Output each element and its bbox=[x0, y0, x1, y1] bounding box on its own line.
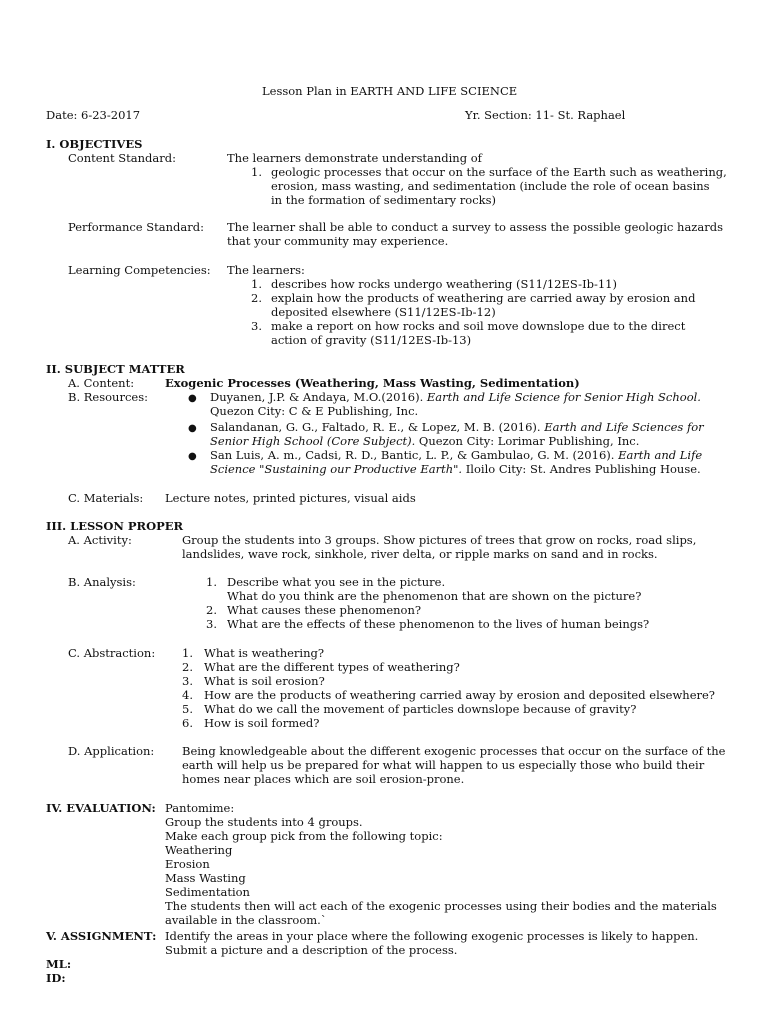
analysis-item: What are the effects of these phenomenon to the lives of human beings? bbox=[227, 617, 650, 631]
content-standard-item-line: erosion, mass wasting, and sedimentation (include the role of ocean basins bbox=[271, 179, 710, 193]
learning-competencies-label: Learning Competencies: bbox=[68, 263, 211, 277]
resource-text: Duyanen, J.P. & Andaya, M.O.(2016). bbox=[210, 390, 427, 404]
abstraction-text: How is soil formed? bbox=[204, 716, 320, 730]
abstraction-num: 6. bbox=[182, 716, 193, 730]
content-standard-item-line: in the formation of sedimentary rocks) bbox=[271, 193, 496, 207]
resource-book-title: Earth and Life Sciences for bbox=[544, 420, 704, 434]
application-label: D. Application: bbox=[68, 744, 155, 758]
abstraction-text: How are the products of weathering carried away by erosion and deposited elsewhere? bbox=[204, 688, 715, 702]
application-line: homes near places which are soil erosion-prone. bbox=[182, 772, 465, 786]
application-line: Being knowledgeable about the different exogenic processes that occur on the surface of the bbox=[182, 744, 726, 758]
materials-label: C. Materials: bbox=[68, 491, 144, 505]
abstraction-item bbox=[182, 702, 715, 716]
assignment-block bbox=[165, 929, 698, 957]
performance-standard-line: that your community may experience. bbox=[227, 234, 449, 248]
bullet-icon: ● bbox=[188, 423, 197, 434]
abstraction-item bbox=[182, 716, 715, 730]
resource-book-title: Earth and Life Science for Senior High School. bbox=[426, 390, 701, 404]
evaluation-line: Sedimentation bbox=[165, 885, 250, 899]
analysis-num: 2. bbox=[206, 603, 217, 617]
abstraction-text: What is weathering? bbox=[204, 646, 325, 660]
content-standard-intro: The learners demonstrate understanding of bbox=[227, 151, 482, 165]
bullet-icon: ● bbox=[188, 393, 197, 404]
evaluation-line: The students then will act each of the exogenic processes using their bodies and the materials bbox=[165, 899, 717, 913]
evaluation-block bbox=[165, 801, 717, 927]
resource-text: Quezon City: Lorimar Publishing, Inc. bbox=[415, 434, 640, 448]
evaluation-line: Group the students into 4 groups. bbox=[165, 815, 363, 829]
assignment-line: Identify the areas in your place where the following exogenic processes is likely to happen. bbox=[165, 929, 699, 943]
performance-standard-line: The learner shall be able to conduct a survey to assess the possible geologic hazards bbox=[227, 220, 723, 234]
analysis-item: What causes these phenomenon? bbox=[227, 603, 422, 617]
assignment-line: Submit a picture and a description of the process. bbox=[165, 943, 458, 957]
evaluation-line: Weathering bbox=[165, 843, 233, 857]
resource-text: Salandanan, G. G., Faltado, R. E., & Lopez, M. B. (2016). bbox=[210, 420, 545, 434]
content-standard-label: Content Standard: bbox=[68, 151, 176, 165]
resource-item-cont bbox=[210, 434, 639, 448]
activity-line: Group the students into 3 groups. Show pictures of trees that grow on rocks, road slips, bbox=[182, 533, 697, 547]
abstraction-list bbox=[182, 646, 715, 730]
analysis-label: B. Analysis: bbox=[68, 575, 136, 589]
content-standard-item-num: 1. bbox=[251, 165, 262, 179]
resource-item-cont bbox=[210, 462, 701, 476]
abstraction-item bbox=[182, 660, 715, 674]
activity-label: A. Activity: bbox=[68, 533, 132, 547]
resource-item-cont: Quezon City: C & E Publishing, Inc. bbox=[210, 404, 419, 418]
abstraction-num: 1. bbox=[182, 646, 193, 660]
analysis-item-cont: What do you think are the phenomenon that are shown on the picture? bbox=[227, 589, 642, 603]
subject-content-value: Exogenic Processes (Weathering, Mass Wasting, Sedimentation) bbox=[165, 376, 580, 390]
evaluation-line: Make each group pick from the following topic: bbox=[165, 829, 443, 843]
id-label: ID: bbox=[46, 971, 66, 985]
resource-book-title: Science "Sustaining our Productive Earth". bbox=[210, 462, 463, 476]
analysis-item: Describe what you see in the picture. bbox=[227, 575, 446, 589]
learning-competencies-intro: The learners: bbox=[227, 263, 305, 277]
bullet-icon: ● bbox=[188, 451, 197, 462]
activity-line: landslides, wave rock, sinkhole, river delta, or ripple marks on sand and in rocks. bbox=[182, 547, 658, 561]
competency-item: explain how the products of weathering are carried away by erosion and bbox=[271, 291, 696, 305]
abstraction-text: What do we call the movement of particles downslope because of gravity? bbox=[204, 702, 637, 716]
abstraction-text: What is soil erosion? bbox=[204, 674, 325, 688]
materials-value: Lecture notes, printed pictures, visual aids bbox=[165, 491, 416, 505]
competency-item: describes how rocks undergo weathering (S11/12ES-Ib-11) bbox=[271, 277, 617, 291]
competency-item-cont: deposited elsewhere (S11/12ES-Ib-12) bbox=[271, 305, 496, 319]
assignment-heading: V. ASSIGNMENT: bbox=[46, 929, 157, 943]
resource-text: Iloilo City: St. Andres Publishing House. bbox=[462, 462, 701, 476]
abstraction-num: 2. bbox=[182, 660, 193, 674]
evaluation-line: Mass Wasting bbox=[165, 871, 246, 885]
analysis-num: 1. bbox=[206, 575, 217, 589]
resources-label: B. Resources: bbox=[68, 390, 148, 404]
competency-item: make a report on how rocks and soil move downslope due to the direct bbox=[271, 319, 686, 333]
abstraction-num: 3. bbox=[182, 674, 193, 688]
section-line: Yr. Section: 11- St. Raphael bbox=[465, 108, 626, 122]
subject-content-label: A. Content: bbox=[68, 376, 135, 390]
evaluation-heading: IV. EVALUATION: bbox=[46, 801, 156, 815]
abstraction-label: C. Abstraction: bbox=[68, 646, 156, 660]
evaluation-line: Pantomime: bbox=[165, 801, 235, 815]
content-standard-item-line: geologic processes that occur on the surface of the Earth such as weathering, bbox=[271, 165, 727, 179]
competency-num: 1. bbox=[251, 277, 262, 291]
competency-num: 3. bbox=[251, 319, 262, 333]
resource-text: San Luis, A. m., Cadsi, R. D., Bantic, L. P., & Gambulao, G. M. (2016). bbox=[210, 448, 619, 462]
abstraction-item bbox=[182, 688, 715, 702]
analysis-num: 3. bbox=[206, 617, 217, 631]
date-line: Date: 6-23-2017 bbox=[46, 108, 141, 122]
evaluation-line: available in the classroom.` bbox=[165, 913, 327, 927]
subject-matter-heading: II. SUBJECT MATTER bbox=[46, 362, 185, 376]
performance-standard-label: Performance Standard: bbox=[68, 220, 204, 234]
resource-book-title: Senior High School (Core Subject). bbox=[210, 434, 416, 448]
abstraction-num: 5. bbox=[182, 702, 193, 716]
application-line: earth will help us be prepared for what will happen to us especially those who build their bbox=[182, 758, 705, 772]
page-title: Lesson Plan in EARTH AND LIFE SCIENCE bbox=[262, 84, 518, 98]
abstraction-item bbox=[182, 674, 715, 688]
competency-num: 2. bbox=[251, 291, 262, 305]
lesson-proper-heading: III. LESSON PROPER bbox=[46, 519, 184, 533]
competency-item-cont: action of gravity (S11/12ES-Ib-13) bbox=[271, 333, 472, 347]
resource-book-title: Earth and Life bbox=[618, 448, 703, 462]
evaluation-line: Erosion bbox=[165, 857, 210, 871]
objectives-heading: I. OBJECTIVES bbox=[46, 137, 143, 151]
abstraction-item bbox=[182, 646, 715, 660]
ml-label: ML: bbox=[46, 957, 72, 971]
abstraction-text: What are the different types of weathering? bbox=[204, 660, 460, 674]
abstraction-num: 4. bbox=[182, 688, 193, 702]
